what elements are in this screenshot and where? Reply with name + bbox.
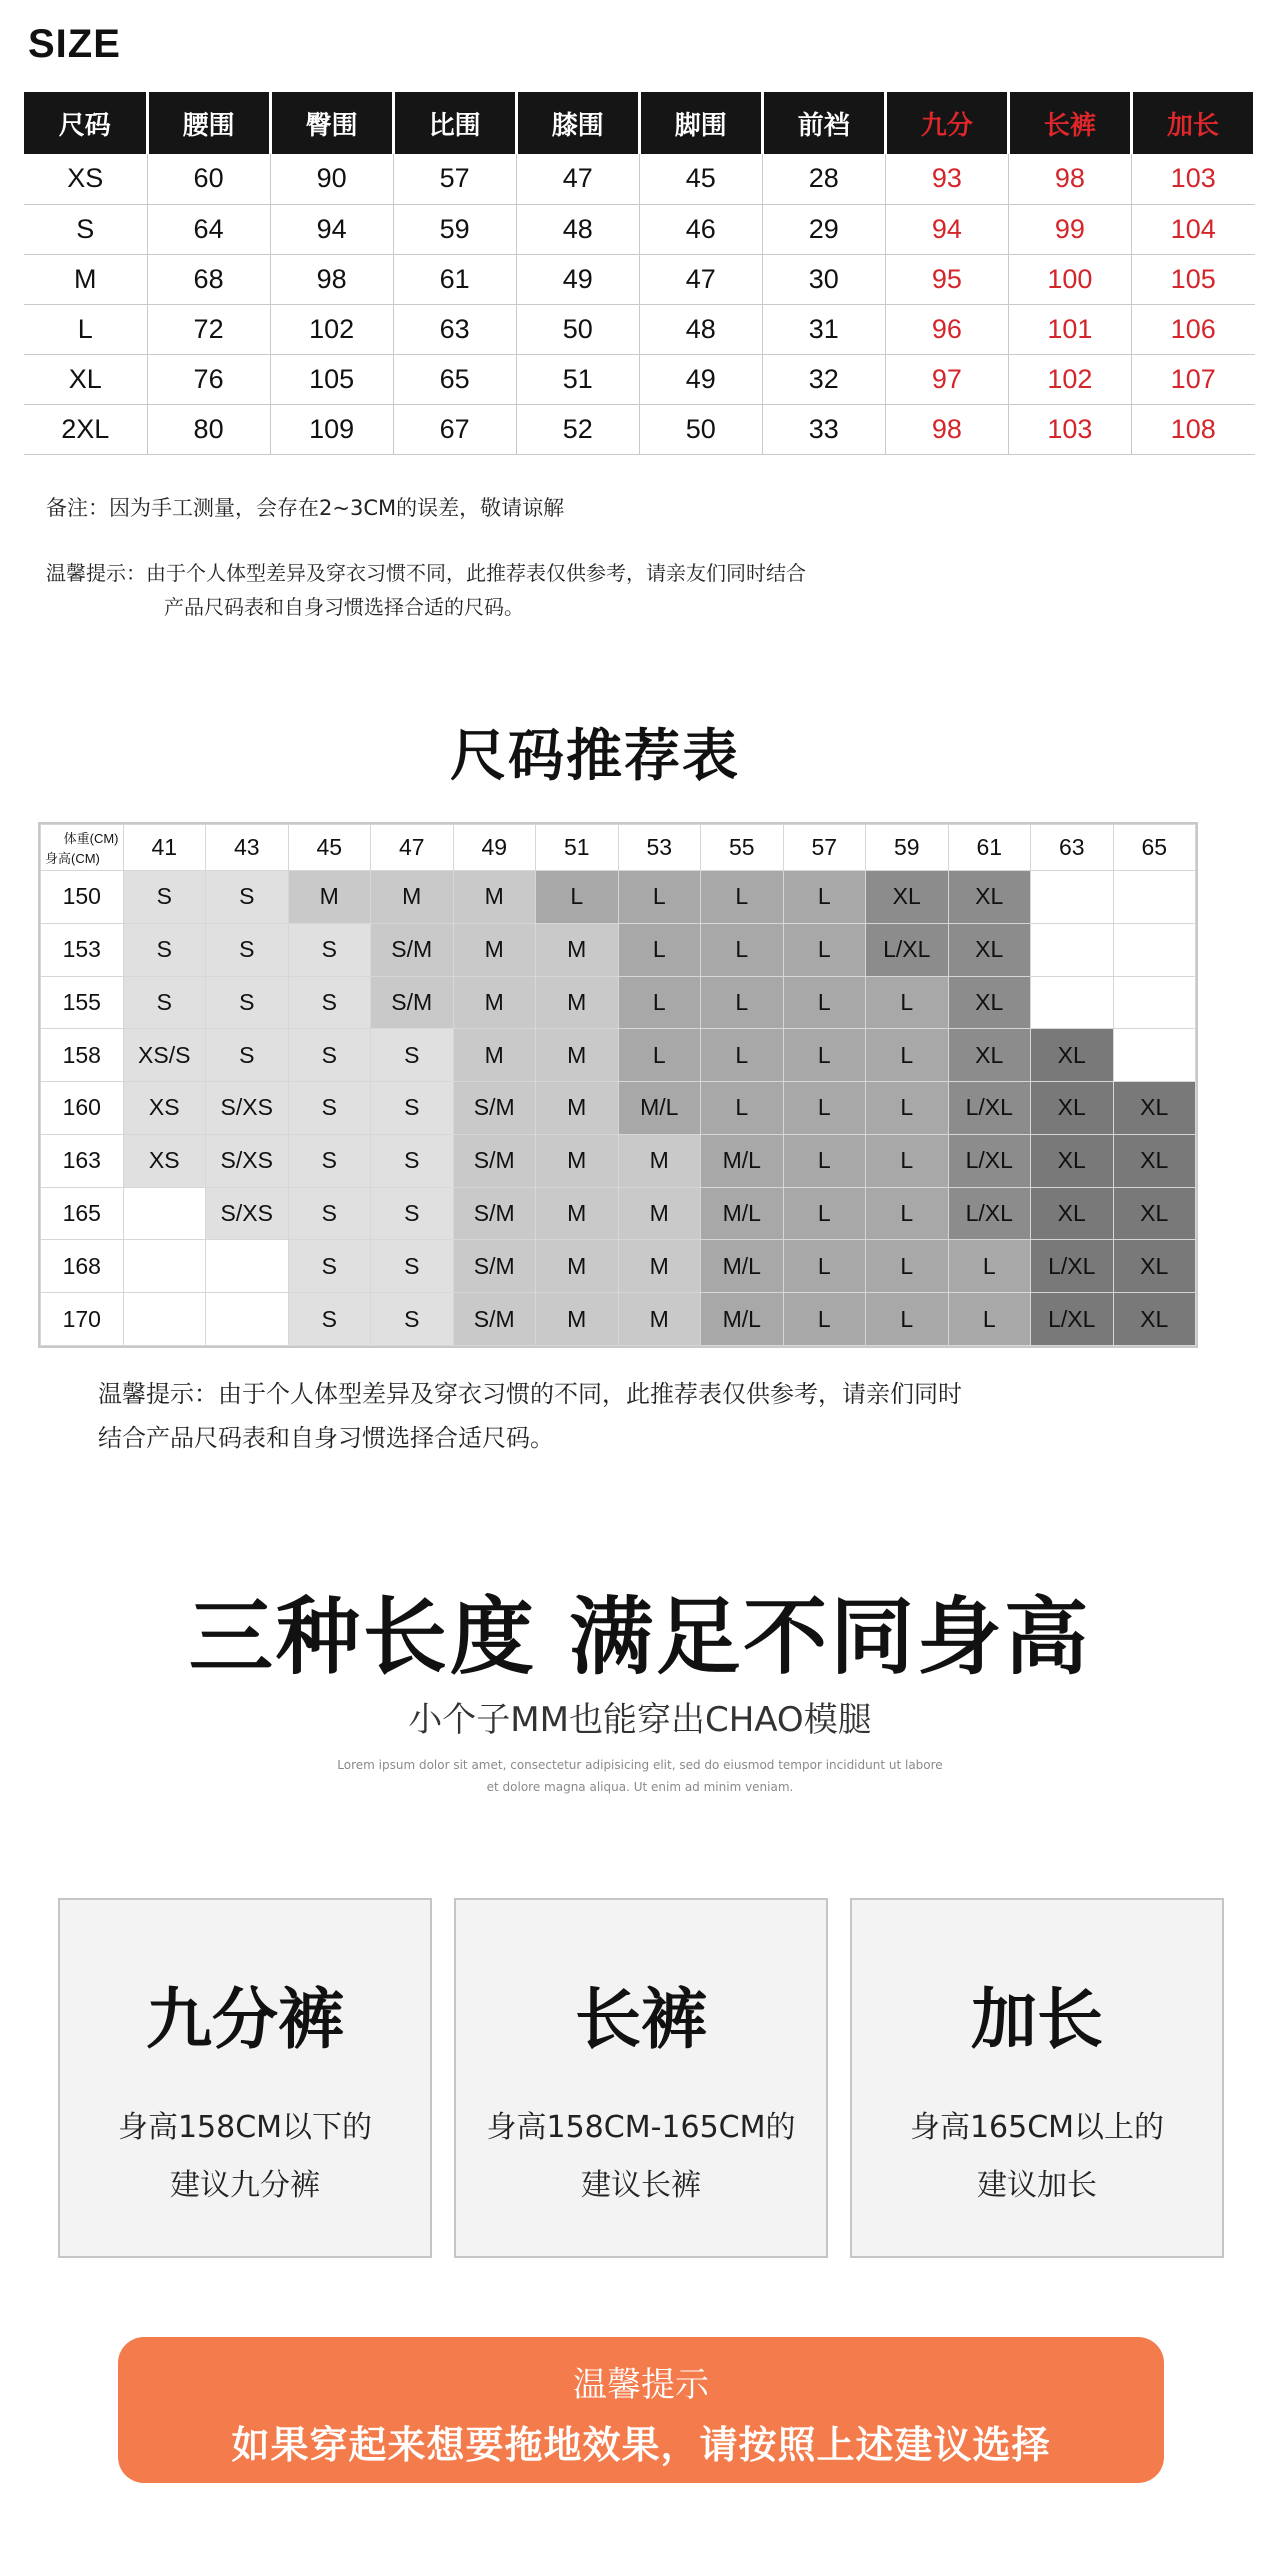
size-cell: 47 — [639, 254, 762, 304]
weight-header-cell: 57 — [783, 825, 866, 871]
height-axis-label: 身高(CM) — [45, 851, 100, 866]
height-cell: 158 — [41, 1029, 124, 1082]
size-cell: 107 — [1131, 354, 1254, 404]
recommend-cell: XL — [866, 871, 949, 924]
size-cell: 94 — [270, 204, 393, 254]
size-header-cell: 长裤 — [1008, 92, 1131, 154]
height-cell: 163 — [41, 1134, 124, 1187]
recommend-cell: S/XS — [206, 1134, 289, 1187]
recommend-cell: M — [371, 871, 454, 924]
table-row — [24, 354, 1255, 404]
recommend-cell: S/M — [371, 923, 454, 976]
size-cell: XL — [24, 354, 147, 404]
card-title: 长裤 — [575, 1981, 707, 2058]
size-header-cell: 比围 — [393, 92, 516, 154]
size-cell: 72 — [147, 304, 270, 354]
height-cell: 153 — [41, 923, 124, 976]
size-tip — [46, 556, 1046, 624]
weight-header-cell: 47 — [371, 825, 454, 871]
recommend-cell: M — [618, 1187, 701, 1240]
recommend-cell — [1031, 871, 1114, 924]
weight-header-cell: 45 — [288, 825, 371, 871]
recommend-cell: M — [618, 1240, 701, 1293]
size-cell: 46 — [639, 204, 762, 254]
recommend-cell: M — [536, 1082, 619, 1135]
recommend-cell: XL — [948, 871, 1031, 924]
table-row — [24, 204, 1255, 254]
size-cell: M — [24, 254, 147, 304]
size-cell: 93 — [885, 154, 1008, 204]
recommend-cell: S — [288, 976, 371, 1029]
recommend-cell: XL — [1113, 1082, 1196, 1135]
size-cell: L — [24, 304, 147, 354]
recommend-cell: L — [783, 923, 866, 976]
size-cell: 94 — [885, 204, 1008, 254]
recommend-cell: L/XL — [1031, 1293, 1114, 1346]
recommend-cell: L — [948, 1293, 1031, 1346]
measurement-note: 备注：因为手工测量，会存在2~3CM的误差，敬请谅解 — [46, 496, 565, 520]
recommend-cell: S — [371, 1134, 454, 1187]
size-cell: 50 — [639, 404, 762, 454]
size-cell: 29 — [762, 204, 885, 254]
recommend-cell: S — [288, 1293, 371, 1346]
size-header-cell: 加长 — [1131, 92, 1254, 154]
size-cell: 90 — [270, 154, 393, 204]
recommend-cell: L — [866, 1293, 949, 1346]
table-row — [41, 1293, 1196, 1346]
recommend-cell: S — [288, 923, 371, 976]
height-cell: 155 — [41, 976, 124, 1029]
size-cell: XS — [24, 154, 147, 204]
size-cell: 60 — [147, 154, 270, 204]
recommend-cell: L — [866, 1029, 949, 1082]
size-cell: S — [24, 204, 147, 254]
size-cell: 98 — [1008, 154, 1131, 204]
recommend-cell: S — [371, 1187, 454, 1240]
recommend-cell: XL — [1113, 1293, 1196, 1346]
recommend-tip-line2: 结合产品尺码表和自身习惯选择合适尺码。 — [98, 1424, 554, 1452]
recommend-cell: M — [453, 976, 536, 1029]
size-cell: 95 — [885, 254, 1008, 304]
recommend-cell: L — [948, 1240, 1031, 1293]
recommend-cell: M — [536, 1134, 619, 1187]
recommend-cell: S/M — [453, 1082, 536, 1135]
height-cell: 168 — [41, 1240, 124, 1293]
recommend-cell: L — [701, 976, 784, 1029]
size-cell: 68 — [147, 254, 270, 304]
recommend-cell: L/XL — [866, 923, 949, 976]
tip-banner — [118, 2337, 1164, 2483]
recommend-cell: M — [536, 1187, 619, 1240]
recommend-cell: L — [783, 1082, 866, 1135]
recommend-table-wrapper — [38, 822, 1198, 1348]
size-cell: 2XL — [24, 404, 147, 454]
length-card-extended — [850, 1898, 1224, 2258]
size-cell: 67 — [393, 404, 516, 454]
length-subtitle: 小个子MM也能穿出CHAO模腿 — [408, 1700, 872, 1740]
recommend-table — [40, 824, 1196, 1346]
size-header-cell: 前裆 — [762, 92, 885, 154]
recommend-cell: L — [783, 1134, 866, 1187]
table-row — [24, 254, 1255, 304]
weight-header-cell: 43 — [206, 825, 289, 871]
size-cell: 103 — [1131, 154, 1254, 204]
recommend-cell: L/XL — [948, 1082, 1031, 1135]
weight-header-cell: 53 — [618, 825, 701, 871]
recommend-cell — [1031, 976, 1114, 1029]
recommend-cell: M — [453, 871, 536, 924]
size-cell: 105 — [1131, 254, 1254, 304]
table-row — [41, 871, 1196, 924]
table-row — [41, 1082, 1196, 1135]
recommend-cell: S — [288, 1187, 371, 1240]
recommend-cell: S/M — [453, 1134, 536, 1187]
recommend-cell: XL — [1113, 1187, 1196, 1240]
size-header-cell: 膝围 — [516, 92, 639, 154]
size-cell: 47 — [516, 154, 639, 204]
recommend-cell: S — [206, 871, 289, 924]
card-desc-line1: 身高165CM以上的 — [909, 2110, 1165, 2145]
size-cell: 102 — [1008, 354, 1131, 404]
size-cell: 100 — [1008, 254, 1131, 304]
recommend-cell — [1113, 923, 1196, 976]
recommend-cell: M/L — [701, 1293, 784, 1346]
weight-header-cell: 41 — [123, 825, 206, 871]
recommend-cell — [1113, 1029, 1196, 1082]
size-header-cell: 尺码 — [24, 92, 147, 154]
recommend-cell: L — [701, 923, 784, 976]
size-tip-line2: 产品尺码表和自身习惯选择合适的尺码。 — [164, 595, 524, 619]
recommend-cell: M/L — [618, 1082, 701, 1135]
recommend-cell: S — [288, 1134, 371, 1187]
size-header-cell: 腰围 — [147, 92, 270, 154]
size-cell: 30 — [762, 254, 885, 304]
recommend-cell: S/XS — [206, 1187, 289, 1240]
recommend-cell: L — [618, 1029, 701, 1082]
recommend-cell: L — [701, 871, 784, 924]
recommend-cell: L — [701, 1029, 784, 1082]
recommend-cell: L — [866, 1082, 949, 1135]
recommend-cell: S — [371, 1029, 454, 1082]
card-desc-line2: 建议加长 — [977, 2168, 1097, 2203]
size-table-header — [24, 92, 1255, 154]
size-cell: 103 — [1008, 404, 1131, 454]
weight-header-cell: 61 — [948, 825, 1031, 871]
recommend-cell: L — [536, 871, 619, 924]
height-cell: 150 — [41, 871, 124, 924]
size-title: SIZE — [28, 22, 121, 66]
recommend-cell: XL — [1113, 1240, 1196, 1293]
size-header-cell: 臀围 — [270, 92, 393, 154]
recommend-cell: XL — [1031, 1134, 1114, 1187]
table-row — [24, 154, 1255, 204]
size-cell: 65 — [393, 354, 516, 404]
size-cell: 101 — [1008, 304, 1131, 354]
recommend-cell: S — [371, 1240, 454, 1293]
size-cell: 50 — [516, 304, 639, 354]
recommend-cell: L — [618, 976, 701, 1029]
card-desc-line2: 建议长裤 — [581, 2168, 701, 2203]
recommend-cell — [206, 1293, 289, 1346]
recommend-cell: XS/S — [123, 1029, 206, 1082]
size-cell: 64 — [147, 204, 270, 254]
recommend-cell: L — [618, 871, 701, 924]
size-cell: 49 — [639, 354, 762, 404]
recommend-cell: L/XL — [948, 1134, 1031, 1187]
recommend-cell: L — [866, 1240, 949, 1293]
recommend-cell: XL — [1031, 1187, 1114, 1240]
recommend-cell — [1113, 976, 1196, 1029]
recommend-cell: XL — [1031, 1029, 1114, 1082]
size-cell: 48 — [639, 304, 762, 354]
recommend-cell: S — [123, 923, 206, 976]
length-title: 三种长度 满足不同身高 — [188, 1588, 1092, 1686]
recommend-cell: M — [536, 923, 619, 976]
length-card-long — [454, 1898, 828, 2258]
recommend-cell: L — [701, 1082, 784, 1135]
recommend-cell: S/XS — [206, 1082, 289, 1135]
size-cell: 102 — [270, 304, 393, 354]
recommend-cell: XL — [948, 1029, 1031, 1082]
recommend-cell: S — [288, 1029, 371, 1082]
recommend-cell: M/L — [701, 1187, 784, 1240]
recommend-cell: XS — [123, 1134, 206, 1187]
recommend-cell: M — [288, 871, 371, 924]
recommend-cell: M — [453, 1029, 536, 1082]
recommend-cell: S/M — [453, 1240, 536, 1293]
length-card-cropped — [58, 1898, 432, 2258]
table-row — [24, 404, 1255, 454]
size-cell: 31 — [762, 304, 885, 354]
size-header-cell: 脚围 — [639, 92, 762, 154]
recommend-cell: S — [123, 871, 206, 924]
size-cell: 97 — [885, 354, 1008, 404]
recommend-cell: S — [206, 1029, 289, 1082]
size-cell: 57 — [393, 154, 516, 204]
weight-header-cell: 63 — [1031, 825, 1114, 871]
recommend-cell: L — [783, 1293, 866, 1346]
size-cell: 105 — [270, 354, 393, 404]
recommend-cell: XL — [948, 923, 1031, 976]
recommend-cell: S/M — [453, 1293, 536, 1346]
tip-banner-title: 温馨提示 — [573, 2365, 709, 2405]
recommend-cell: L/XL — [948, 1187, 1031, 1240]
recommend-cell: L/XL — [1031, 1240, 1114, 1293]
recommend-cell: S — [123, 976, 206, 1029]
size-cell: 28 — [762, 154, 885, 204]
recommend-cell: L — [783, 976, 866, 1029]
recommend-cell: L — [866, 976, 949, 1029]
size-tip-line1: 温馨提示：由于个人体型差异及穿衣习惯不同，此推荐表仅供参考，请亲友们同时结合 — [46, 561, 806, 585]
recommend-header-row — [41, 825, 1196, 871]
size-cell: 52 — [516, 404, 639, 454]
recommend-tip — [98, 1372, 1198, 1460]
size-cell: 99 — [1008, 204, 1131, 254]
weight-header-cell: 49 — [453, 825, 536, 871]
card-title: 九分裤 — [146, 1981, 344, 2058]
recommend-cell: S — [288, 1082, 371, 1135]
size-cell: 80 — [147, 404, 270, 454]
tip-banner-text: 如果穿起来想要拖地效果，请按照上述建议选择 — [231, 2423, 1051, 2467]
recommend-cell: M — [536, 1029, 619, 1082]
recommend-cell: L — [783, 1187, 866, 1240]
height-cell: 170 — [41, 1293, 124, 1346]
table-row — [41, 1029, 1196, 1082]
recommend-cell: S — [288, 1240, 371, 1293]
weight-header-cell: 65 — [1113, 825, 1196, 871]
recommend-cell — [1031, 923, 1114, 976]
table-row — [24, 304, 1255, 354]
size-table — [24, 92, 1256, 455]
size-cell: 98 — [885, 404, 1008, 454]
card-desc-line2: 建议九分裤 — [170, 2168, 320, 2203]
recommend-cell — [123, 1293, 206, 1346]
recommend-cell: M — [618, 1134, 701, 1187]
lorem-text — [0, 1754, 1280, 1798]
lorem-line1: Lorem ipsum dolor sit amet, consectetur adipisicing elit, sed do eiusmod tempor incididunt ut labore — [337, 1758, 943, 1772]
recommend-cell: XL — [948, 976, 1031, 1029]
weight-header-cell: 51 — [536, 825, 619, 871]
recommend-cell: M — [536, 1293, 619, 1346]
recommend-cell: M — [453, 923, 536, 976]
card-title: 加长 — [971, 1981, 1103, 2058]
recommend-cell: S — [206, 923, 289, 976]
recommend-cell: M/L — [701, 1240, 784, 1293]
recommend-cell — [123, 1187, 206, 1240]
recommend-cell: S — [371, 1082, 454, 1135]
recommend-cell: L — [783, 1029, 866, 1082]
recommend-cell: L — [866, 1134, 949, 1187]
card-desc — [852, 2099, 1222, 2215]
weight-header-cell: 59 — [866, 825, 949, 871]
card-desc — [456, 2099, 826, 2215]
recommend-cell — [206, 1240, 289, 1293]
recommend-cell: S/M — [453, 1187, 536, 1240]
size-cell: 61 — [393, 254, 516, 304]
recommend-corner-cell — [41, 825, 124, 871]
table-row — [41, 976, 1196, 1029]
recommend-cell: XL — [1113, 1134, 1196, 1187]
recommend-cell: S — [371, 1293, 454, 1346]
size-cell: 32 — [762, 354, 885, 404]
size-cell: 48 — [516, 204, 639, 254]
size-header-cell: 九分 — [885, 92, 1008, 154]
recommend-cell — [1113, 871, 1196, 924]
table-row — [41, 1187, 1196, 1240]
card-desc-line1: 身高158CM-165CM的 — [486, 2110, 796, 2145]
size-cell: 106 — [1131, 304, 1254, 354]
height-cell: 160 — [41, 1082, 124, 1135]
table-row — [41, 923, 1196, 976]
table-row — [41, 1240, 1196, 1293]
recommend-cell: L — [618, 923, 701, 976]
size-cell: 63 — [393, 304, 516, 354]
size-cell: 45 — [639, 154, 762, 204]
size-cell: 33 — [762, 404, 885, 454]
recommend-cell: XS — [123, 1082, 206, 1135]
recommend-cell: M — [536, 976, 619, 1029]
recommend-cell: M/L — [701, 1134, 784, 1187]
size-cell: 59 — [393, 204, 516, 254]
size-table-body — [24, 154, 1255, 454]
size-cell: 51 — [516, 354, 639, 404]
size-cell: 108 — [1131, 404, 1254, 454]
lorem-line2: et dolore magna aliqua. Ut enim ad minim veniam. — [486, 1780, 794, 1794]
recommend-cell — [123, 1240, 206, 1293]
table-row — [41, 1134, 1196, 1187]
card-desc-line1: 身高158CM以下的 — [117, 2110, 373, 2145]
recommend-tip-line1: 温馨提示：由于个人体型差异及穿衣习惯的不同，此推荐表仅供参考，请亲们同时 — [98, 1380, 962, 1408]
card-desc — [60, 2099, 430, 2215]
recommend-cell: L — [783, 1240, 866, 1293]
recommend-cell: S — [206, 976, 289, 1029]
size-cell: 76 — [147, 354, 270, 404]
recommend-cell: L — [783, 871, 866, 924]
recommend-title: 尺码推荐表 — [450, 724, 740, 789]
weight-axis-label: 体重(CM) — [63, 831, 119, 846]
recommend-cell: L — [866, 1187, 949, 1240]
size-cell: 96 — [885, 304, 1008, 354]
recommend-cell: XL — [1031, 1082, 1114, 1135]
size-cell: 109 — [270, 404, 393, 454]
size-cell: 49 — [516, 254, 639, 304]
recommend-cell: S/M — [371, 976, 454, 1029]
size-cell: 104 — [1131, 204, 1254, 254]
size-cell: 98 — [270, 254, 393, 304]
height-cell: 165 — [41, 1187, 124, 1240]
recommend-cell: M — [536, 1240, 619, 1293]
weight-header-cell: 55 — [701, 825, 784, 871]
recommend-cell: M — [618, 1293, 701, 1346]
